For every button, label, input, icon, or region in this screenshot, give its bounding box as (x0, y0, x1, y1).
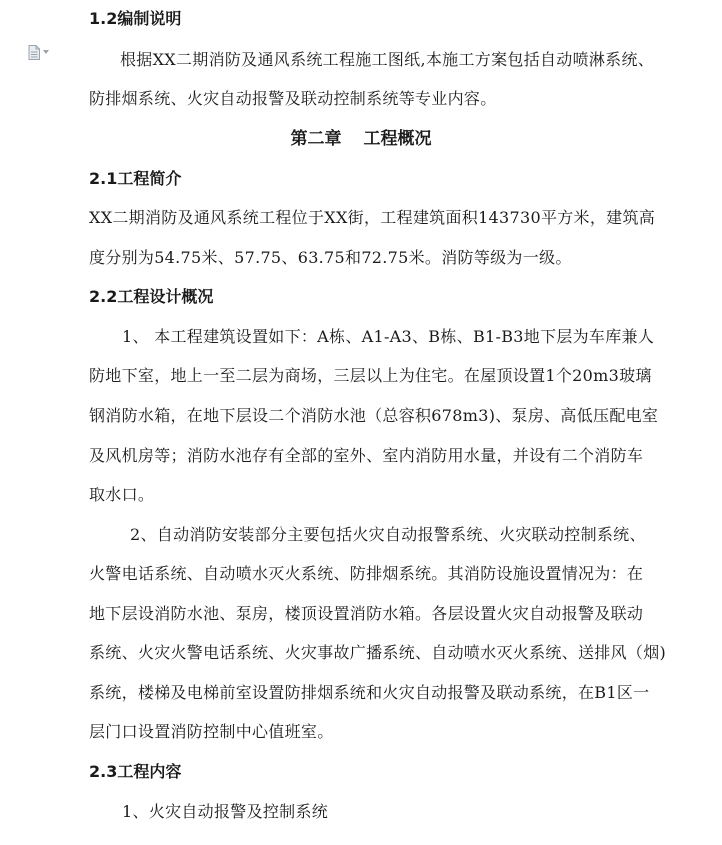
list-item: 1、火灾自动报警及控制系统 (122, 802, 329, 821)
chapter-title (0, 128, 722, 150)
document-icon[interactable] (28, 44, 52, 60)
paragraph-line: 防地下室，地上一至二层为商场，三层以上为住宅。在屋顶设置1个20m3玻璃 (89, 366, 652, 385)
paragraph-line: 钢消防水箱，在地下层设二个消防水池（总容积678m3)、泵房、高低压配电室 (89, 406, 659, 425)
paragraph-line: 火警电话系统、自动喷水灭火系统、防排烟系统。其消防设施设置情况为：在 (89, 564, 644, 583)
page-glyph (28, 45, 40, 60)
paragraph-line: 层门口设置消防控制中心值班室。 (89, 722, 334, 741)
paragraph-line: 度分别为54.75米、57.75、63.75和72.75米。消防等级为一级。 (89, 248, 572, 267)
paragraph-line: 取水口。 (89, 485, 155, 504)
paragraph-line: 根据XX二期消防及通风系统工程施工图纸,本施工方案包括自动喷淋系统、 (120, 50, 655, 69)
section-heading-2-1: 2.1工程简介 (89, 169, 182, 188)
paragraph-line: 系统、火灾火警电话系统、火灾事故广播系统、自动喷水灭火系统、送排风（烟) (89, 643, 667, 662)
section-heading-2-3: 2.3工程内容 (89, 762, 182, 781)
paragraph-line: XX二期消防及通风系统工程位于XX街，工程建筑面积143730平方米，建筑高 (89, 208, 656, 227)
paragraph-line: 地下层设消防水池、泵房，楼顶设置消防水箱。各层设置火灾自动报警及联动 (89, 604, 644, 623)
paragraph-line: 1、 本工程建筑设置如下：A栋、A1-A3、B栋、B1-B3地下层为车库兼人 (122, 327, 655, 346)
paragraph-line: 系统，楼梯及电梯前室设置防排烟系统和火灾自动报警及联动系统，在B1区一 (89, 683, 650, 702)
chapter-number: 第二章 (290, 129, 342, 149)
chapter-name: 工程概况 (363, 129, 432, 149)
section-heading-2-2: 2.2工程设计概况 (89, 287, 214, 306)
paragraph-line: 防排烟系统、火灾自动报警及联动控制系统等专业内容。 (89, 89, 497, 108)
section-heading-1-2: 1.2编制说明 (89, 9, 182, 28)
paragraph-line: 及风机房等；消防水池存有全部的室外、室内消防用水量，并设有二个消防车 (89, 446, 644, 465)
chevron-down-icon (43, 50, 49, 54)
paragraph-line: 2、自动消防安装部分主要包括火灾自动报警系统、火灾联动控制系统、 (130, 525, 646, 544)
